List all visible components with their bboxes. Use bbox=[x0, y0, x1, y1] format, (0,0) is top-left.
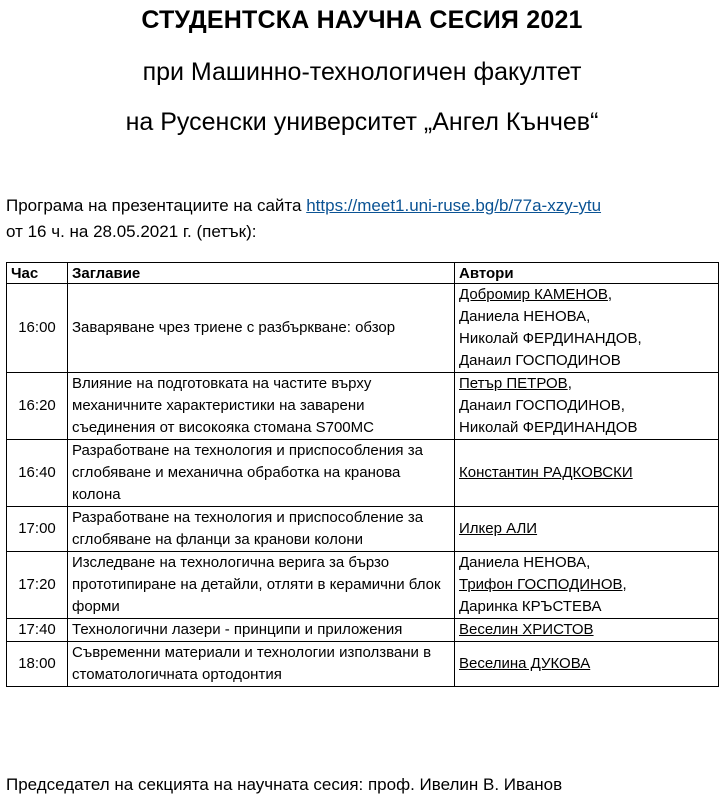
author-line bbox=[459, 350, 714, 372]
row-authors bbox=[455, 440, 719, 507]
row-authors bbox=[455, 373, 719, 440]
row-time: 17:20 bbox=[7, 552, 68, 619]
header-time: Час bbox=[7, 263, 68, 284]
row-time: 16:40 bbox=[7, 440, 68, 507]
session-title: СТУДЕНТСКА НАУЧНА СЕСИЯ 2021 bbox=[141, 6, 583, 34]
author-line bbox=[459, 518, 714, 540]
row-title: Съвременни материали и технологии използвани в стоматологичната ортодонтия bbox=[68, 642, 455, 687]
row-time: 16:20 bbox=[7, 373, 68, 440]
row-time: 18:00 bbox=[7, 642, 68, 687]
row-authors bbox=[455, 552, 719, 619]
table-row bbox=[7, 373, 719, 440]
row-time: 16:00 bbox=[7, 284, 68, 373]
intro-line bbox=[6, 193, 601, 219]
row-title: Заваряване чрез триене с разбъркване: обзор bbox=[68, 284, 455, 373]
author-line bbox=[459, 552, 714, 574]
author-name: Веселин ХРИСТОВ bbox=[459, 621, 594, 638]
author-line bbox=[459, 328, 714, 350]
intro-block bbox=[6, 193, 601, 245]
table-row bbox=[7, 507, 719, 552]
author-line bbox=[459, 373, 714, 395]
row-authors bbox=[455, 507, 719, 552]
author-separator: , bbox=[620, 397, 625, 414]
row-authors bbox=[455, 619, 719, 642]
author-line bbox=[459, 306, 714, 328]
author-name: Даниела НЕНОВА bbox=[459, 308, 587, 325]
author-name: Константин РАДКОВСКИ bbox=[459, 464, 633, 481]
author-name: Данаил ГОСПОДИНОВ bbox=[459, 352, 621, 369]
chair-line: Председател на секцията на научната сесия: проф. Ивелин В. Иванов bbox=[6, 775, 563, 794]
meeting-link[interactable]: https://meet1.uni-ruse.bg/b/77a-xzy-ytu bbox=[306, 196, 602, 215]
author-name: Даниела НЕНОВА bbox=[459, 554, 587, 571]
table-row bbox=[7, 552, 719, 619]
author-line bbox=[459, 653, 714, 675]
author-name: Веселина ДУКОВА bbox=[459, 655, 591, 672]
author-line bbox=[459, 395, 714, 417]
table-row bbox=[7, 619, 719, 642]
row-authors bbox=[455, 284, 719, 373]
row-title: Разработване на технология и приспособление за сглобяване на фланци за кранови колони bbox=[68, 507, 455, 552]
table-header-row bbox=[7, 263, 719, 284]
table-row bbox=[7, 284, 719, 373]
program-table bbox=[6, 262, 719, 687]
row-title: Разработване на технология и приспособления за сглобяване и механична обработка на кранова колона bbox=[68, 440, 455, 507]
university-line: на Русенски университет „Ангел Кънчев“ bbox=[125, 108, 599, 136]
header-title: Заглавие bbox=[68, 263, 455, 284]
author-separator: , bbox=[586, 554, 591, 571]
author-line bbox=[459, 619, 714, 641]
table-row bbox=[7, 440, 719, 507]
table-row bbox=[7, 642, 719, 687]
row-time: 17:00 bbox=[7, 507, 68, 552]
author-line bbox=[459, 417, 714, 439]
author-name: Данаил ГОСПОДИНОВ bbox=[459, 397, 621, 414]
author-name: Николай ФЕРДИНАНДОВ bbox=[459, 419, 638, 436]
row-time: 17:40 bbox=[7, 619, 68, 642]
intro-text: Програма на презентациите на сайта bbox=[6, 196, 302, 215]
author-separator: , bbox=[567, 375, 572, 392]
author-name: Трифон ГОСПОДИНОВ bbox=[459, 576, 623, 593]
author-separator: , bbox=[607, 286, 613, 303]
author-line bbox=[459, 574, 714, 596]
faculty-line: при Машинно-технологичен факултет bbox=[142, 58, 582, 86]
row-authors bbox=[455, 642, 719, 687]
author-line bbox=[459, 596, 714, 618]
program-body bbox=[7, 284, 719, 687]
author-name: Петър ПЕТРОВ bbox=[459, 375, 568, 392]
intro-when: от 16 ч. на 28.05.2021 г. (петък): bbox=[6, 222, 257, 241]
author-separator: , bbox=[586, 308, 591, 325]
author-name: Даринка КРЪСТЕВА bbox=[459, 598, 602, 615]
author-line bbox=[459, 284, 714, 306]
author-separator: , bbox=[622, 576, 627, 593]
row-title: Изследване на технологична верига за бързо прототипиране на детайли, отляти в керамични блок форми bbox=[68, 552, 455, 619]
author-name: Илкер АЛИ bbox=[459, 520, 538, 537]
author-line bbox=[459, 462, 714, 484]
author-name: Николай ФЕРДИНАНДОВ bbox=[459, 330, 638, 347]
row-title: Технологични лазери - принципи и приложения bbox=[68, 619, 455, 642]
author-separator: , bbox=[637, 330, 642, 347]
row-title: Влияние на подготовката на частите върху механичните характеристики на заварени съединения от високояка стомана S700MC bbox=[68, 373, 455, 440]
author-name: Добромир КАМЕНОВ bbox=[459, 286, 608, 303]
header-authors: Автори bbox=[455, 263, 719, 284]
